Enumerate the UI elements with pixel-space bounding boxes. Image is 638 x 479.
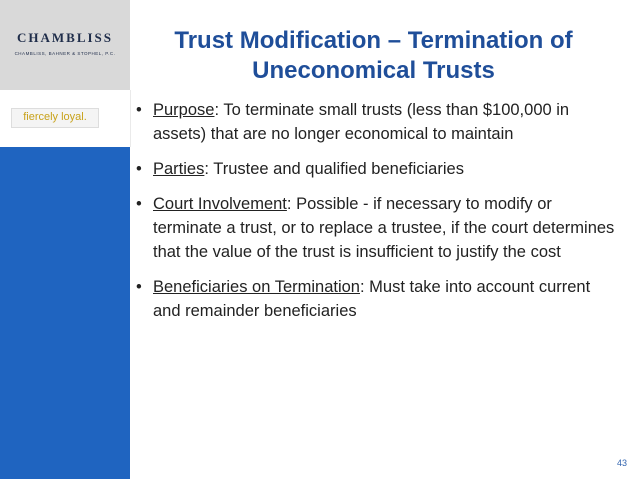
slide-title: Trust Modification – Termination of Uneconomical Trusts bbox=[174, 27, 573, 84]
bullet-separator: : bbox=[286, 195, 292, 213]
bullet-item bbox=[136, 192, 616, 264]
bullet-separator: : bbox=[359, 278, 365, 296]
firm-logo bbox=[0, 0, 130, 90]
bullet-dot-icon: • bbox=[136, 278, 142, 296]
bullet-item bbox=[136, 275, 616, 323]
bullet-term: Beneficiaries on Termination bbox=[153, 278, 360, 296]
bullet-term: Purpose bbox=[153, 101, 215, 119]
bullet-text: Trustee and qualified beneficiaries bbox=[208, 160, 464, 178]
bullet-term: Parties bbox=[153, 160, 205, 178]
bullet-list bbox=[136, 98, 616, 334]
bullet-text: To terminate small trusts (less than $100,000 in assets) that are no longer economical to maintain bbox=[153, 101, 570, 143]
bullet-text: Must take into account current and remainder beneficiaries bbox=[153, 278, 591, 320]
bullet-dot-icon: • bbox=[136, 101, 142, 119]
firm-logo-subtitle: CHAMBLISS, BAHNER & STOPHEL, P.C. bbox=[14, 51, 116, 56]
tagline-text: fiercely loyal. bbox=[23, 111, 87, 123]
tagline-badge bbox=[11, 108, 99, 128]
sidebar bbox=[0, 0, 130, 479]
bullet-text: Possible - if necessary to modify or terminate a trust, or to replace a trustee, if the court determines that the value of the trust is insufficient to justify the cost bbox=[153, 195, 615, 261]
tagline-panel bbox=[0, 90, 131, 147]
page-number: 43 bbox=[616, 458, 627, 468]
firm-logo-name: CHAMBLISS bbox=[16, 30, 114, 45]
bullet-separator: : bbox=[214, 101, 220, 119]
bullet-separator: : bbox=[204, 160, 209, 178]
bullet-dot-icon: • bbox=[136, 195, 142, 213]
bullet-item bbox=[136, 157, 616, 181]
bullet-dot-icon: • bbox=[136, 160, 142, 178]
bullet-item bbox=[136, 98, 616, 146]
bullet-term: Court Involvement bbox=[153, 195, 287, 213]
sidebar-accent-panel bbox=[0, 147, 130, 479]
